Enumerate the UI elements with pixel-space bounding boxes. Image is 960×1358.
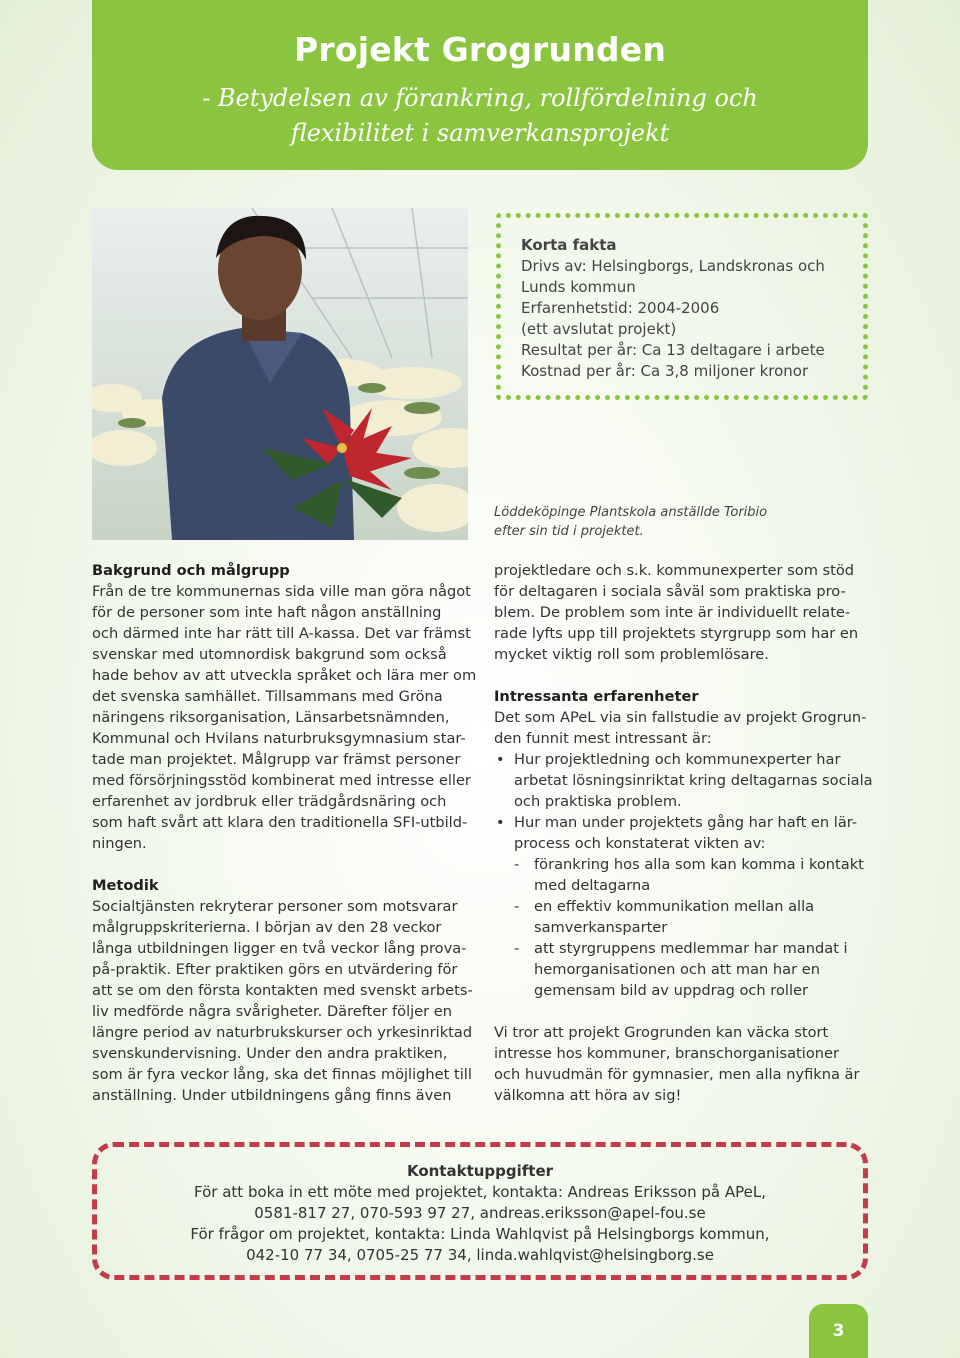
- body-line: liv medförde några svårigheter. Därefter följer en: [92, 1003, 453, 1020]
- greenhouse-photo: [92, 208, 468, 540]
- facts-line: Resultat per år: Ca 13 deltagare i arbete: [521, 341, 825, 359]
- section-heading-intressanta: Intressanta erfarenheter: [494, 688, 699, 705]
- body-line: för deltagaren i sociala såväl som praktiska pro-: [494, 583, 846, 600]
- dash-item: [514, 938, 874, 1001]
- body-line: välkomna att höra av sig!: [494, 1087, 682, 1104]
- body-line: längre period av naturbrukskurser och yrkesinriktad: [92, 1024, 473, 1041]
- body-line: svenskar med utomnordisk bakgrund som också: [92, 646, 447, 663]
- body-line: målgruppskriterierna. I början av den 28 veckor: [92, 919, 442, 936]
- body-line: som haft svårt att klara den traditionella SFI-utbild-: [92, 814, 468, 831]
- bullet-list: [494, 749, 874, 1001]
- dash-line: med deltagarna: [534, 877, 651, 894]
- body-line: det svenska samhället. Tillsammans med Gröna: [92, 688, 443, 705]
- bullet-line: process och konstaterat vikten av:: [514, 835, 766, 852]
- facts-box: [496, 213, 868, 400]
- left-column: [92, 560, 478, 1106]
- body-line: och huvudmän för gymnasier, men alla nyfikna är: [494, 1066, 860, 1083]
- contact-box: [92, 1142, 868, 1280]
- contact-line: 0581-817 27, 070-593 97 27, andreas.eriksson@apel-fou.se: [254, 1204, 706, 1222]
- body-line: som är fyra veckor lång, ska det finnas möjlighet till: [92, 1066, 472, 1083]
- page-title: Projekt Grogrunden: [293, 30, 667, 69]
- body-line: Kommunal och Hvilans naturbruksgymnasium star-: [92, 730, 466, 747]
- body-line: erfarenhet av jordbruk eller trädgårdsnäring och: [92, 793, 447, 810]
- caption-line: efter sin tid i projektet.: [494, 524, 644, 539]
- dash-line: - att styrgruppens medlemmar har mandat i: [534, 940, 848, 957]
- facts-line: Kostnad per år: Ca 3,8 miljoner kronor: [521, 362, 809, 380]
- subtitle-line: - Betydelsen av förankring, rollfördelning och: [202, 84, 758, 112]
- body-line: för de personer som inte haft någon anställning: [92, 604, 442, 621]
- body-line: den funnit mest intressant är:: [494, 730, 712, 747]
- body-line: blem. De problem som inte är individuellt relate-: [494, 604, 851, 621]
- body-line: på-praktik. Efter praktiken görs en utvärdering för: [92, 961, 458, 978]
- facts-line: Lunds kommun: [521, 278, 636, 296]
- dash-item: [514, 854, 874, 896]
- bullet-line: arbetat lösningsinriktat kring deltagarnas sociala: [514, 772, 873, 789]
- page-subtitle: [92, 81, 868, 151]
- body-line: med försörjningsstöd kombinerat med intresse eller: [92, 772, 471, 789]
- body-line: mycket viktig roll som problemlösare.: [494, 646, 769, 663]
- caption-line: Löddeköpinge Plantskola anställde Toribio: [494, 505, 768, 520]
- subtitle-line: flexibilitet i samverkansprojekt: [290, 119, 670, 147]
- dash-line: - en effektiv kommunikation mellan alla: [534, 898, 815, 915]
- dash-item: [514, 896, 874, 938]
- body-line: anställning. Under utbildningens gång finns även: [92, 1087, 452, 1104]
- body-line: svenskundervisning. Under den andra praktiken,: [92, 1045, 448, 1062]
- dash-line: hemorganisationen och att man har en: [534, 961, 820, 978]
- section-heading-bakgrund: Bakgrund och målgrupp: [92, 562, 290, 579]
- bullet-item: [494, 812, 874, 1001]
- photo-caption: [494, 503, 854, 541]
- facts-line: (ett avslutat projekt): [521, 320, 677, 338]
- body-line: Det som APeL via sin fallstudie av projekt Grogrun-: [494, 709, 867, 726]
- title-banner: [92, 0, 868, 170]
- body-line: att se om den första kontakten med svenskt arbets-: [92, 982, 473, 999]
- body-line: ningen.: [92, 835, 147, 852]
- contact-title: Kontaktuppgifter: [406, 1162, 554, 1180]
- facts-line: Erfarenhetstid: 2004-2006: [521, 299, 720, 317]
- body-line: Vi tror att projekt Grogrunden kan väcka stort: [494, 1024, 829, 1041]
- dash-list: [514, 854, 874, 1001]
- body-line: rade lyfts upp till projektets styrgrupp som har en: [494, 625, 859, 642]
- page-number: 3: [809, 1304, 868, 1358]
- body-line: projektledare och s.k. kommunexperter som stöd: [494, 562, 855, 579]
- contact-line: För frågor om projektet, kontakta: Linda Wahlqvist på Helsingborgs kommun,: [190, 1225, 770, 1243]
- bullet-line: • Hur man under projektets gång har haft en lär-: [514, 814, 858, 831]
- dash-line: - förankring hos alla som kan komma i kontakt: [534, 856, 864, 873]
- body-line: näringens riksorganisation, Länsarbetsnämnden,: [92, 709, 450, 726]
- body-line: och därmed inte har rätt till A-kassa. Det var främst: [92, 625, 471, 642]
- body-line: intresse hos kommuner, branschorganisationer: [494, 1045, 839, 1062]
- facts-line: Drivs av: Helsingborgs, Landskronas och: [521, 257, 825, 275]
- body-line: Socialtjänsten rekryterar personer som motsvarar: [92, 898, 458, 915]
- contact-line: För att boka in ett möte med projektet, kontakta: Andreas Eriksson på APeL,: [194, 1183, 766, 1201]
- contact-line: 042-10 77 34, 0705-25 77 34, linda.wahlqvist@helsingborg.se: [246, 1246, 714, 1264]
- dash-line: gemensam bild av uppdrag och roller: [534, 982, 809, 999]
- body-line: tade man projektet. Målgrupp var främst personer: [92, 751, 461, 768]
- right-column: [494, 560, 874, 1106]
- photo-illustration: [92, 208, 468, 540]
- dash-line: samverkansparter: [534, 919, 668, 936]
- bullet-item: [494, 749, 874, 812]
- section-heading-metodik: Metodik: [92, 877, 159, 894]
- body-line: hade behov av att utveckla språket och lära mer om: [92, 667, 477, 684]
- bullet-line: och praktiska problem.: [514, 793, 682, 810]
- body-line: långa utbildningen ligger en två veckor lång prova-: [92, 940, 467, 957]
- bullet-line: • Hur projektledning och kommunexperter har: [514, 751, 841, 768]
- body-line: Från de tre kommunernas sida ville man göra något: [92, 583, 471, 600]
- facts-title: Korta fakta: [521, 236, 617, 254]
